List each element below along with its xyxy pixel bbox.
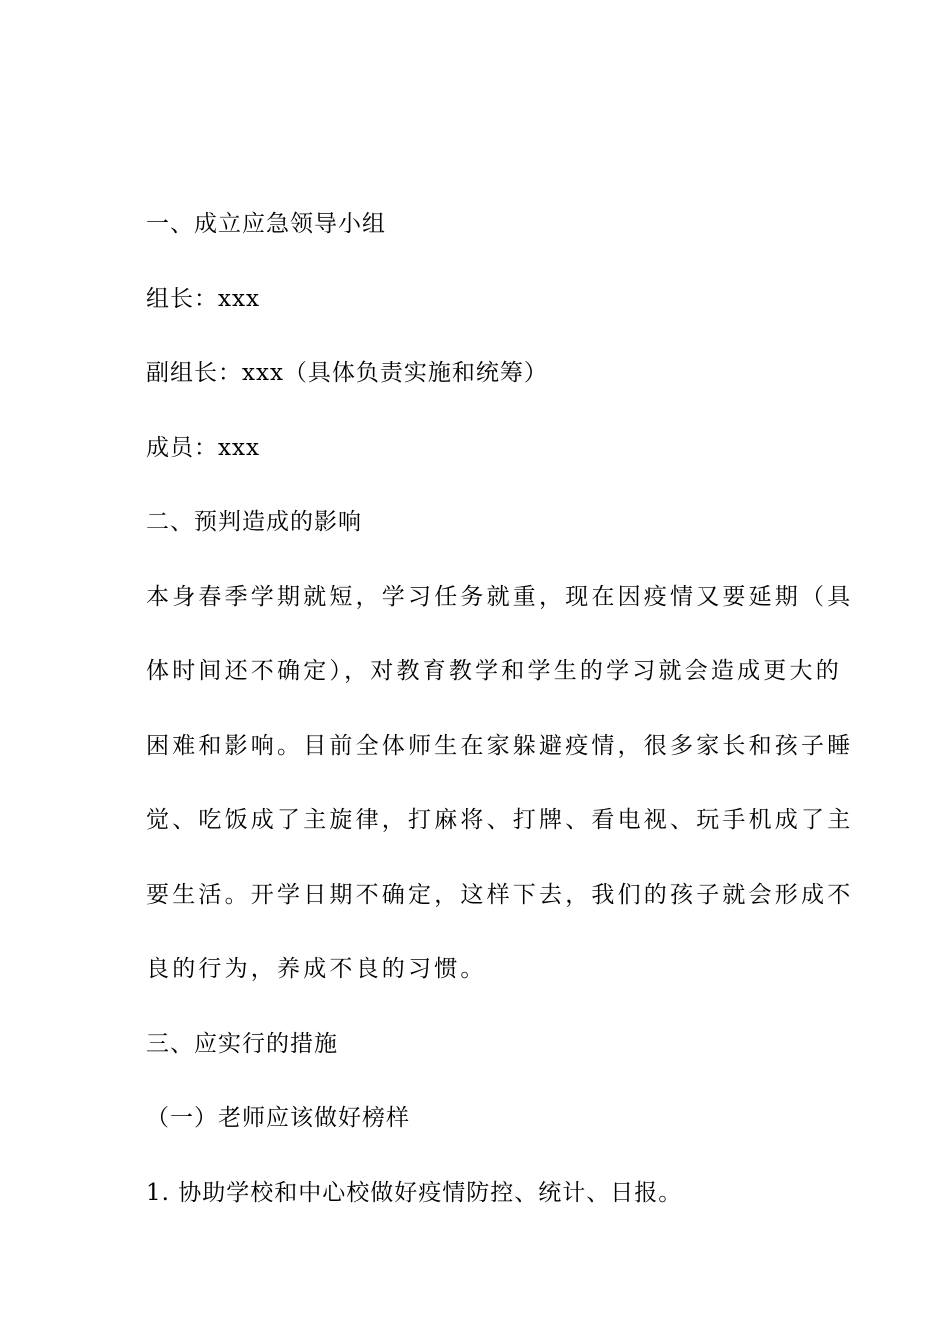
paragraph-line: 困难和影响。目前全体师生在家躲避疫情，很多家长和孩子睡 xyxy=(146,732,854,759)
section-heading-2: 二、预判造成的影响 xyxy=(146,509,362,535)
list-item-1: 1. 协助学校和中心校做好疫情防控、统计、日报。 xyxy=(146,1179,683,1206)
paragraph-line: 体时间还不确定），对教育教学和学生的学习就会造成更大的 xyxy=(146,658,842,684)
deputy-leader-line: 副组长：xxx（具体负责实施和统筹） xyxy=(146,360,548,386)
paragraph-line: 觉、吃饭成了主旋律，打麻将、打牌、看电视、玩手机成了主 xyxy=(146,807,854,833)
subsection-heading-1: （一）老师应该做好榜样 xyxy=(146,1105,410,1131)
impact-paragraph xyxy=(146,579,854,989)
section-heading-3: 三、应实行的措施 xyxy=(146,1030,338,1057)
paragraph-line: 良的行为，养成不良的习惯。 xyxy=(146,956,487,982)
members-line: 成员：xxx xyxy=(146,434,260,461)
leader-line: 组长：xxx xyxy=(146,285,260,312)
paragraph-line: 本身春季学期就短，学习任务就重，现在因疫情又要延期（具 xyxy=(146,583,854,610)
document-body xyxy=(146,206,854,1212)
paragraph-line: 要生活。开学日期不确定，这样下去，我们的孩子就会形成不 xyxy=(146,881,854,908)
section-heading-1: 一、成立应急领导小组 xyxy=(146,211,386,237)
